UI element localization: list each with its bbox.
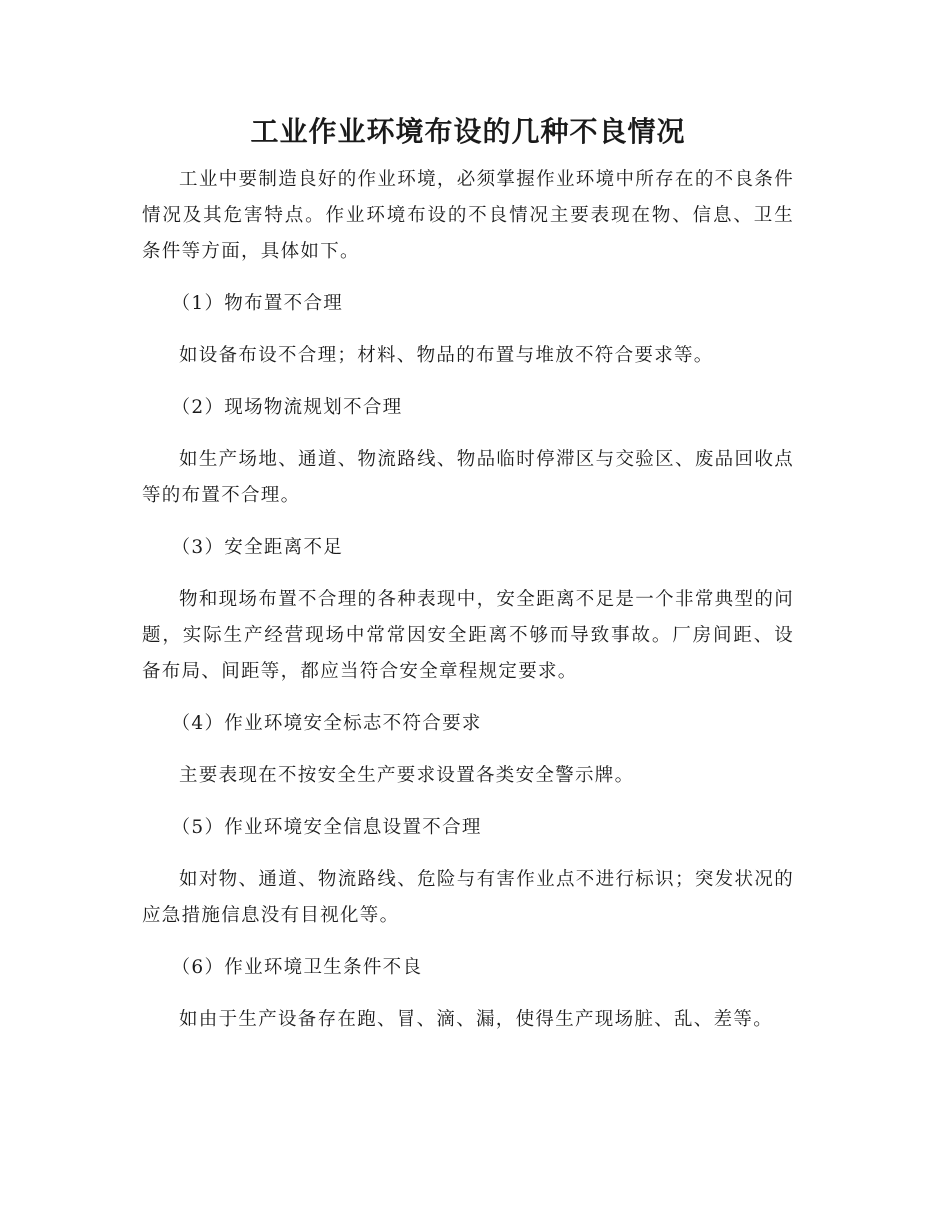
- section-body: 物和现场布置不合理的各种表现中，安全距离不足是一个非常典型的问题，实际生产经营现场中常常因安全距离不够而导致事故。厂房间距、设备布局、间距等，都应当符合安全章程规定要求。: [142, 589, 794, 682]
- section-body: 如由于生产设备存在跑、冒、滴、漏，使得生产现场脏、乱、差等。: [179, 1009, 774, 1030]
- section-heading: （6）作业环境卫生条件不良: [171, 957, 423, 978]
- section-3: [142, 530, 794, 690]
- section-4: [142, 706, 794, 794]
- section-body: 如对物、通道、物流路线、危险与有害作业点不进行标识；突发状况的应急措施信息没有目视化等。: [142, 869, 794, 926]
- section-heading: （2）现场物流规划不合理: [171, 397, 403, 418]
- section-2: [142, 390, 794, 514]
- section-body: 主要表现在不按安全生产要求设置各类安全警示牌。: [179, 765, 635, 786]
- section-body: 如生产场地、通道、物流路线、物品临时停滞区与交验区、废品回收点等的布置不合理。: [142, 449, 794, 506]
- section-5: [142, 810, 794, 934]
- document-title: 工业作业环境布设的几种不良情况: [250, 115, 686, 148]
- section-heading: （1）物布置不合理: [171, 293, 344, 314]
- section-heading: （5）作业环境安全信息设置不合理: [171, 817, 482, 838]
- intro-paragraph: 工业中要制造良好的作业环境，必须掌握作业环境中所存在的不良条件情况及其危害特点。作业环境布设的不良情况主要表现在物、信息、卫生条件等方面，具体如下。: [142, 169, 794, 262]
- section-heading: （3）安全距离不足: [171, 537, 344, 558]
- section-heading: （4）作业环境安全标志不符合要求: [171, 713, 482, 734]
- section-body: 如设备布设不合理；材料、物品的布置与堆放不符合要求等。: [179, 345, 714, 366]
- section-1: [142, 286, 794, 374]
- section-6: [142, 950, 794, 1038]
- document-page: [142, 108, 794, 1038]
